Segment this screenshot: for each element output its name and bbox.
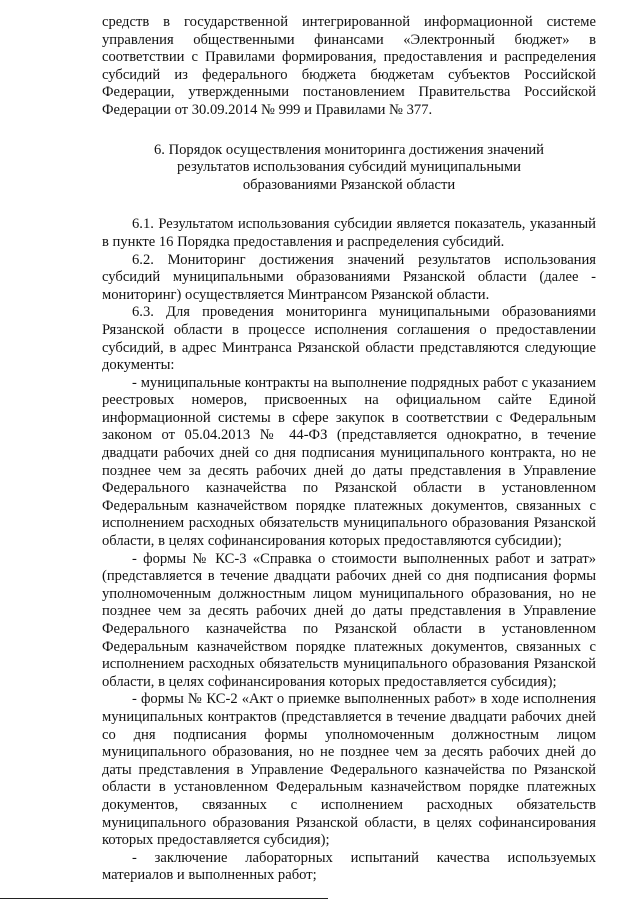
footnote-divider — [0, 898, 328, 899]
section-heading-line-2: результатов использования субсидий муниципальными — [177, 159, 521, 176]
list-item: - формы № КС-3 «Справка о стоимости выполненных работ и затрат» (представляется в течение двадцати рабочих дней со дня подписания формы уполномоченным должностным лицом муниципального образования, но не позднее чем за десять рабочих дней до даты представления в Управление Федерального казначейства по Рязанской области в установленном Федеральным казначейством порядке платежных документов, связанных с исполнением расходных обязательств муниципального образования Рязанской области, в целях софинансирования которых предоставляется субсидия); — [102, 550, 596, 690]
section-heading — [102, 142, 596, 195]
paragraph-6-2: 6.2. Мониторинг достижения значений результатов использования субсидий муниципальными образованиями Рязанской области (далее - мониторинг) осуществляется Минтрансом Рязанской области. — [102, 251, 596, 303]
section-heading-line-3: образованиями Рязанской области — [242, 176, 456, 193]
list-item: - муниципальные контракты на выполнение подрядных работ с указанием реестровых номеров, присвоенных на официальном сайте Единой информационной системы в сфере закупок в соответствии с Федеральным законом от 05.04.2013 № 44-ФЗ (представляется однократно, в течение двадцати рабочих дней со дня подписания муниципального контракта, но не позднее чем за десять рабочих дней до даты представления в Управление Федерального казначейства по Рязанской области в установленном Федеральным казначейством порядке платежных документов, связанных с исполнением расходных обязательств муниципального образования Рязанской области, в целях софинансирования которых предоставляются субсидии); — [102, 374, 596, 550]
intro-paragraph: средств в государственной интегрированной информационной системе управления общественными финансами «Электронный бюджет» в соответствии с Правилами формирования, предоставления и распределения субсидий из федерального бюджета бюджетам субъектов Российской Федерации, утвержденными постановлением Правительства Российской Федерации от 30.09.2014 № 999 и Правилами № 377. — [102, 14, 596, 118]
list-item: - заключение лабораторных испытаний качества используемых материалов и выполненных работ; — [102, 849, 596, 884]
section-heading-line-1: 6. Порядок осуществления мониторинга достижения значений — [154, 141, 544, 158]
paragraph-6-1: 6.1. Результатом использования субсидии является показатель, указанный в пункте 16 Порядка предоставления и распределения субсидий. — [102, 216, 596, 250]
document-page — [102, 14, 596, 885]
paragraph-6-3: 6.3. Для проведения мониторинга муниципальными образованиями Рязанской области в процессе исполнения соглашения о предоставлении субсидий, в адрес Минтранса Рязанской области представляются следующие документы: — [102, 304, 596, 374]
list-item: - формы № КС-2 «Акт о приемке выполненных работ» в ходе исполнения муниципальных контрактов (представляется в течение двадцати рабочих дней со дня подписания формы уполномоченным должностным лицом муниципального образования, но не позднее чем за десять рабочих дней до даты представления в Управление Федерального казначейства по Рязанской области в установленном Федеральным казначейством порядке платежных документов, связанных с исполнением расходных обязательств муниципального образования Рязанской области, в целях софинансирования которых предоставляется субсидия); — [102, 691, 596, 849]
